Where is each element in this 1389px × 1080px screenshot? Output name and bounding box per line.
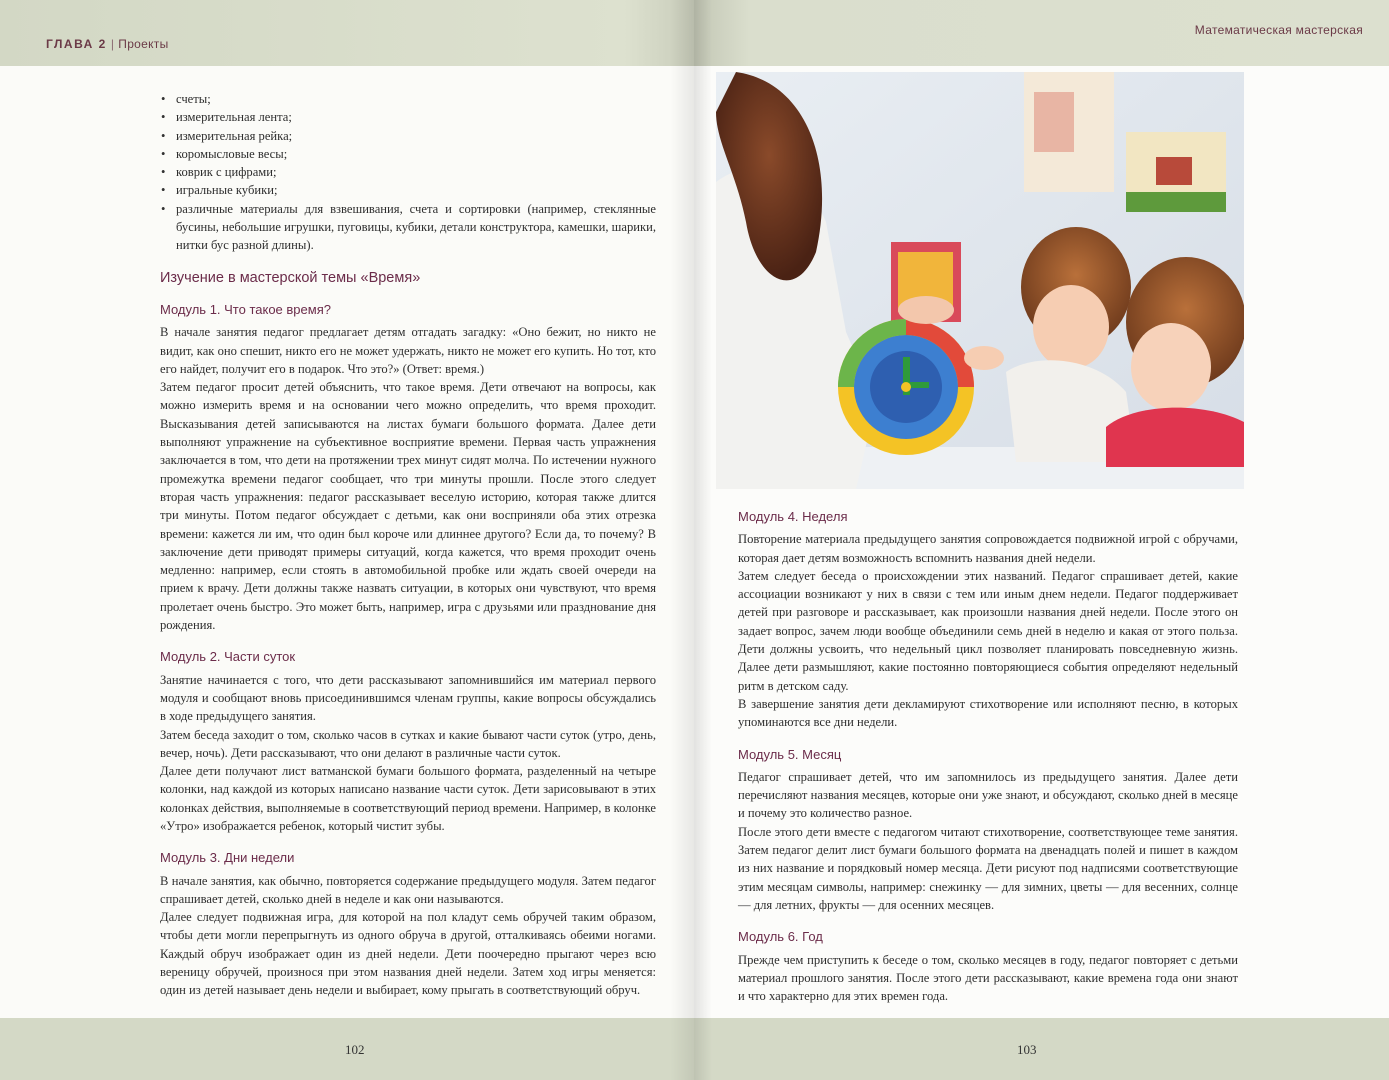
list-item: • измерительная рейка; [160, 127, 656, 145]
section-label: Проекты [118, 37, 169, 51]
section-title: Изучение в мастерской темы «Время» [160, 269, 421, 286]
left-page [0, 0, 694, 1080]
photo-teacher-children-clock [716, 72, 1244, 489]
module-4-paragraph-1: Повторение материала предыдущего занятия сопровождается подвижной игрой с обручами, которая дает детям возможность вспомнить названия дней недели. [738, 532, 1238, 565]
list-item: • счеты; [160, 90, 656, 108]
module-2-paragraph-1: Занятие начинается с того, что дети рассказывают запомнившийся им материал первого модуля и сообщают вновь присоединившимся членам группы, какие вопросы обсуждались в ходе предыдущего занятия. [160, 672, 656, 724]
chapter-label: ГЛАВА 2 [46, 37, 107, 51]
materials-list [160, 90, 656, 255]
page-number-left: 102 [345, 1042, 365, 1057]
list-item: • игральные кубики; [160, 181, 656, 199]
bottom-band [694, 1018, 1389, 1080]
module-5-title: Модуль 5. Месяц [738, 746, 842, 762]
right-text-inner [738, 508, 1238, 1005]
module-6-paragraph-1: Прежде чем приступить к беседе о том, сколько месяцев в году, педагог повторяет с детьми материал прошлого занятия. После этого дети рассказывают, какие времена года они знают и что характерно для этих времен года. [738, 952, 1238, 1004]
photo-illustration [716, 72, 1244, 489]
page-number-right: 103 [1017, 1042, 1037, 1057]
list-item: • измерительная лента; [160, 108, 656, 126]
module-6-title: Модуль 6. Год [738, 929, 823, 945]
module-3-paragraph-2: Далее следует подвижная игра, для которой на пол кладут семь обручей таким образом, чтобы дети могли перепрыгнуть из одного обруча в другой, отталкиваясь обеими ногами. Каждый обруч изображает один из дней недели. Дети поочередно прыгают через всю вереницу обручей, произнося при этом названия дней недели. Затем ход игры меняется: один из детей называет день недели и выбирает, кому прыгать в соответствующий обруч. [160, 910, 656, 998]
running-head-right: Математическая мастерская [1194, 23, 1363, 37]
module-3-title: Модуль 3. Дни недели [160, 850, 295, 866]
module-4-paragraph-2: Затем следует беседа о происхождении этих названий. Педагог спрашивает детей, какие ассоциации возникают у них в связи с тем или иным днем недели. Педагог поддерживает детей при разговоре и рассказывает, как произошли названия дней недели. После этого он задает вопрос, зачем люди вообще объединили семь дней в неделю и какая от этого польза. Дети должны усвоить, что недельный цикл позволяет планировать повседневную жизнь. Далее дети размышляют, какие постоянно повторяющиеся события определяют недельный ритм в детском саду. [738, 568, 1238, 693]
list-item: • различные материалы для взвешивания, счета и сортировки (например, стеклянные бусины, небольшие игрушки, пуговицы, кубики, детали конструктора, камешки, шарики, нитки бус разной длины). [160, 200, 656, 255]
gutter-shadow [694, 0, 712, 1080]
running-head-left: ГЛАВА 2 | Проекты [46, 37, 169, 51]
module-2-title: Модуль 2. Части суток [160, 649, 296, 665]
module-5-paragraph-1: Педагог спрашивает детей, что им запомнилось из предыдущего занятия. Далее дети перечисляют названия месяцев, которые они уже знают, и обсуждают, сколько дней в месяце и почему это количество разное. [738, 769, 1238, 821]
module-4-paragraph-3: В завершение занятия дети декламируют стихотворение или исполняют песню, в которых упоминаются все дни недели. [738, 696, 1238, 730]
gutter-shadow [670, 0, 694, 1080]
module-3-paragraph-1: В начале занятия, как обычно, повторяется содержание предыдущего модуля. Затем педагог спрашивает детей, сколько дней в неделе и как они называются. [160, 873, 656, 906]
module-5-paragraph-2: После этого дети вместе с педагогом читают стихотворение, соответствующее теме занятия. Затем педагог делит лист бумаги большого формата на двенадцать полей и пишет в каждом из них название и порядковый номер месяца. Дети рисуют под надписями соответствующие этим месяцам символы, например: снежинку — для зимних, цветы — для весенних, солнце — для летних, фрукты — для осенних месяцев. [738, 824, 1238, 912]
module-1-paragraph-2: Затем педагог просит детей объяснить, что такое время. Дети отвечают на вопросы, как можно измерить время и на основании чего можно определить, что время проходит. Высказывания детей записываются на листах бумаги большого формата. Далее дети выполняют упражнение на субъективное восприятие времени. Первая часть упражнения заключается в том, что дети на протяжении трех минут сидят молча. По истечении нужного промежутка времени педагог сообщает, что три минуты прошли. После этого следует вторая часть упражнения: педагог рассказывает веселую историю, которая также длится три минуты. Потом педагог обсуждает с детьми, как они восприняли оба этих отрезка времени: кажется ли им, что один был короче или длиннее другого? Если да, то почему? В заключение дети приводят примеры ситуаций, когда кажется, что время проходит очень медленно: например, если стоять в автомобильной пробке или ждать своей очереди на прием к врачу. Дети должны также назвать ситуации, в которых они чувствуют, что время пролетает очень быстро. Это может быть, например, игра с друзьями или празднование дня рождения. [160, 380, 656, 633]
module-4-title: Модуль 4. Неделя [738, 509, 848, 524]
top-band [0, 0, 694, 66]
left-text-column [160, 90, 656, 1000]
list-item: • коврик с цифрами; [160, 163, 656, 181]
module-2-paragraph-3: Далее дети получают лист ватманской бумаги большого формата, разделенный на четыре колонки, над каждой из которых написано название части суток. Дети зарисовывают в этих колонках действия, выполняемые в соответствующий период времени. Например, в колонке «Утро» изображается ребенок, который чистит зубы. [160, 764, 656, 833]
module-2-paragraph-2: Затем беседа заходит о том, сколько часов в сутках и какие бывают части суток (утро, день, вечер, ночь). Дети рассказывают, что они делают в различные части суток. [160, 727, 656, 760]
list-item: • коромысловые весы; [160, 145, 656, 163]
module-1-title: Модуль 1. Что такое время? [160, 301, 331, 317]
module-1-paragraph-1: В начале занятия педагог предлагает детям отгадать загадку: «Оно бежит, но никто не видит, как оно спешит, никто его не может удержать, никто не может его купить. Но тот, кто его найдет, получит его в подарок. Что это?» (Ответ: время.) [160, 325, 656, 376]
